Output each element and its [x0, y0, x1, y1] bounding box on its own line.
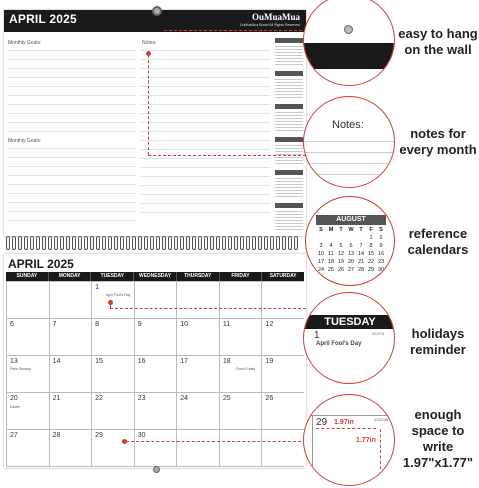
height-measure: 1.77in [356, 437, 376, 444]
day-cell[interactable]: 26 [265, 395, 274, 402]
ref-weekday-label: T [359, 227, 363, 233]
notes-page [4, 10, 306, 236]
ref-day: 4 [329, 243, 333, 249]
monthly-goals-lines-2 [8, 148, 136, 229]
grid-line [7, 392, 304, 393]
ref-day: 20 [347, 259, 355, 265]
spiral-coil [138, 236, 142, 250]
monthly-goals-label: Monthly Goals: [8, 40, 42, 46]
spiral-coil [276, 236, 280, 250]
day-cell[interactable]: 29 [95, 432, 103, 439]
monthly-goals-lines [8, 50, 136, 140]
holiday-label: Palm Sunday [10, 367, 31, 371]
spiral-coil [216, 236, 220, 250]
top-page-title: APRIL 2025 [9, 12, 77, 26]
spiral-coil [222, 236, 226, 250]
weekday-label: SATURDAY [269, 273, 297, 279]
ref-day: 27 [347, 267, 355, 273]
notes-connector [148, 55, 149, 155]
hang-connector [164, 30, 302, 31]
header-strip [304, 43, 395, 69]
ref-day: 18 [327, 259, 335, 265]
mini-calendar [275, 104, 303, 132]
day-cell[interactable]: 19 [265, 358, 274, 365]
spiral-coil [60, 236, 64, 250]
ref-day: 11 [328, 251, 334, 257]
day-cell[interactable]: 10 [180, 321, 189, 328]
day-cell[interactable]: 9 [137, 321, 142, 328]
brand-subtitle: OuMuaMua Brand All Rights Reserved [239, 23, 300, 27]
zoom-circle-hang [303, 0, 395, 86]
callout-notes: notes for every month [399, 126, 477, 157]
spiral-coil [180, 236, 184, 250]
zoom-circle-holidays [303, 292, 395, 384]
spiral-coil [24, 236, 28, 250]
height-arrow [380, 429, 381, 469]
spiral-coil [246, 236, 250, 250]
grid-line [7, 355, 304, 356]
mini-calendar [275, 170, 303, 198]
ref-day: 19 [337, 259, 345, 265]
holiday-connector [110, 308, 306, 309]
spiral-coil [126, 236, 130, 250]
spiral-coil [42, 236, 46, 250]
ref-day: 29 [367, 267, 375, 273]
weekday-label: THURSDAY [177, 272, 220, 281]
day-cell[interactable]: 27 [10, 432, 18, 439]
spiral-coil [30, 236, 34, 250]
ref-day: 8 [369, 243, 373, 249]
spiral-coil [192, 236, 196, 250]
weekday-label: FRIDAY [220, 272, 263, 281]
day-cell[interactable]: 1 [95, 284, 100, 291]
reference-month-title: AUGUST [316, 215, 386, 225]
spiral-coil [90, 236, 94, 250]
ref-day: 1 [369, 235, 373, 241]
mini-calendar [275, 71, 303, 99]
day-cell[interactable]: 23 [137, 395, 146, 402]
spiral-coil [114, 236, 118, 250]
day-number: 29 [316, 417, 328, 428]
spiral-coil [120, 236, 124, 250]
day-cell[interactable]: 24 [180, 395, 189, 402]
zoom-circle-reference [305, 196, 395, 286]
spiral-coil [228, 236, 232, 250]
ref-weekday-label: M [328, 227, 334, 233]
spiral-coil [18, 236, 22, 250]
ref-day: 6 [349, 243, 353, 249]
notes-connector-h [148, 155, 306, 156]
ref-day: 28 [357, 267, 365, 273]
spiral-coil [54, 236, 58, 250]
weekday-label: MONDAY [49, 272, 92, 281]
ref-weekday-label: F [369, 227, 373, 233]
zoom-circle-notes [303, 96, 395, 188]
notes-label: Notes: [142, 40, 157, 46]
grid-line [7, 318, 304, 319]
callout-space: enough space to write 1.97"x1.77" [402, 407, 474, 470]
width-measure: 1.97in [334, 419, 354, 426]
ref-day: 13 [347, 251, 355, 257]
callout-holidays: holidays reminder [410, 326, 466, 357]
spiral-coil [210, 236, 214, 250]
day-cell[interactable]: 7 [52, 321, 57, 328]
spiral-coil [144, 236, 148, 250]
ref-day: 16 [377, 251, 385, 257]
spiral-coil [204, 236, 208, 250]
bottom-hole-icon [153, 466, 160, 473]
ref-day: 24 [317, 267, 325, 273]
spiral-coil [36, 236, 40, 250]
ref-day: 2 [379, 235, 383, 241]
spiral-coil [168, 236, 172, 250]
hanging-hole-icon [152, 6, 162, 16]
mini-calendar [275, 137, 303, 165]
monthly-goals-label-2: Monthly Goals: [8, 138, 42, 144]
ref-weekday-label: T [339, 227, 343, 233]
day-cell[interactable]: 12 [265, 321, 274, 328]
spiral-coil [186, 236, 190, 250]
size-connector [126, 441, 306, 442]
callout-reference: reference calendars [407, 226, 469, 257]
spiral-coil [132, 236, 136, 250]
ref-weekday-label: S [379, 227, 383, 233]
ref-day: 9 [379, 243, 383, 249]
ref-day: 31 [317, 275, 325, 281]
monthly-calendar-page [4, 254, 306, 468]
spiral-coil [234, 236, 238, 250]
day-cell[interactable]: 17 [180, 358, 189, 365]
spiral-coil [264, 236, 268, 250]
spiral-coil [150, 236, 154, 250]
grid-line [7, 429, 304, 430]
holiday-name: April Fool's Day [316, 341, 362, 347]
mini-calendar [275, 38, 303, 66]
ref-weekday-label: S [319, 227, 323, 233]
holiday-label: April Fool's Day [106, 293, 131, 297]
hanging-hole-icon [344, 25, 353, 34]
grid-line [261, 282, 262, 466]
day-cell[interactable]: 28 [52, 432, 61, 439]
grid-line [176, 282, 177, 466]
spiral-coil [108, 236, 112, 250]
day-cell[interactable]: 22 [95, 395, 103, 402]
day-header: TUESDAY [304, 315, 395, 329]
spiral-coil [12, 236, 16, 250]
day-cell[interactable]: 13 [10, 358, 18, 365]
spiral-coil [96, 236, 100, 250]
spiral-coil [102, 236, 106, 250]
ref-day: 26 [337, 267, 345, 273]
spiral-coil [294, 236, 298, 250]
day-cell[interactable]: 20 [10, 395, 18, 402]
mini-calendar [275, 203, 303, 231]
ref-day: 25 [327, 267, 335, 273]
day-cell[interactable]: 25 [222, 395, 231, 402]
spiral-coil [270, 236, 274, 250]
day-number: 1 [314, 330, 320, 341]
ref-day: 10 [317, 251, 325, 257]
zoom-circle-space [303, 394, 395, 486]
day-cell[interactable]: 6 [10, 321, 14, 328]
holiday-label: Good Friday [236, 367, 256, 371]
ref-day: 23 [377, 259, 385, 265]
weekday-header-row [6, 272, 304, 281]
ref-day: 5 [339, 243, 343, 249]
day-cell[interactable]: 21 [52, 395, 61, 402]
ref-day: 30 [377, 267, 385, 273]
grid-line [91, 282, 92, 466]
day-cell[interactable]: 8 [95, 321, 100, 328]
notes-lines [140, 50, 270, 246]
ref-day: 15 [367, 251, 375, 257]
ref-day: 17 [317, 259, 325, 265]
spiral-coil [282, 236, 286, 250]
ref-day: 12 [337, 251, 345, 257]
callout-hang: easy to hang on the wall [398, 26, 478, 57]
weekday-label: SUNDAY [6, 272, 49, 281]
weekday-label: WEDNESDAY [134, 272, 177, 281]
spiral-coil [174, 236, 178, 250]
notes-label: Notes: [332, 119, 364, 131]
spiral-coil [198, 236, 202, 250]
spiral-coil [78, 236, 82, 250]
day-cell[interactable]: 18 [222, 358, 231, 365]
ref-day: 7 [359, 243, 363, 249]
spiral-coil [72, 236, 76, 250]
width-arrow [316, 428, 376, 429]
ref-day: 21 [357, 259, 365, 265]
holiday-label: Easter [10, 405, 21, 409]
spiral-coil [162, 236, 166, 250]
reference-mini-calendars [275, 38, 303, 236]
day-cell[interactable]: 30 [137, 432, 146, 439]
grid-line [219, 282, 220, 466]
spiral-coil [156, 236, 160, 250]
brand-logo: OuMuaMua [251, 12, 300, 22]
ref-weekday-label: W [348, 227, 354, 233]
month-title: APRIL 2025 [8, 257, 74, 271]
ref-day: 22 [367, 259, 375, 265]
spiral-coil [84, 236, 88, 250]
day-cell[interactable]: 11 [222, 321, 231, 328]
spiral-coil [252, 236, 256, 250]
spiral-coil [48, 236, 52, 250]
day-cell[interactable]: 16 [137, 358, 146, 365]
spiral-coil [258, 236, 262, 250]
day-cell[interactable]: 15 [95, 358, 103, 365]
spiral-binding [4, 232, 306, 254]
spiral-coil [240, 236, 244, 250]
weekday-label: TUESDAY [91, 272, 134, 281]
grid-line [134, 282, 135, 466]
spiral-coil [6, 236, 10, 250]
day-cell[interactable]: 14 [52, 358, 61, 365]
ref-day: 14 [357, 251, 365, 257]
spiral-coil [288, 236, 292, 250]
day-code: 91/274 [372, 331, 385, 336]
notes-lines [304, 141, 395, 185]
grid-line [49, 282, 50, 466]
spiral-coil [66, 236, 70, 250]
ref-day: 3 [319, 243, 323, 249]
day-code: 119/246 [374, 417, 389, 422]
